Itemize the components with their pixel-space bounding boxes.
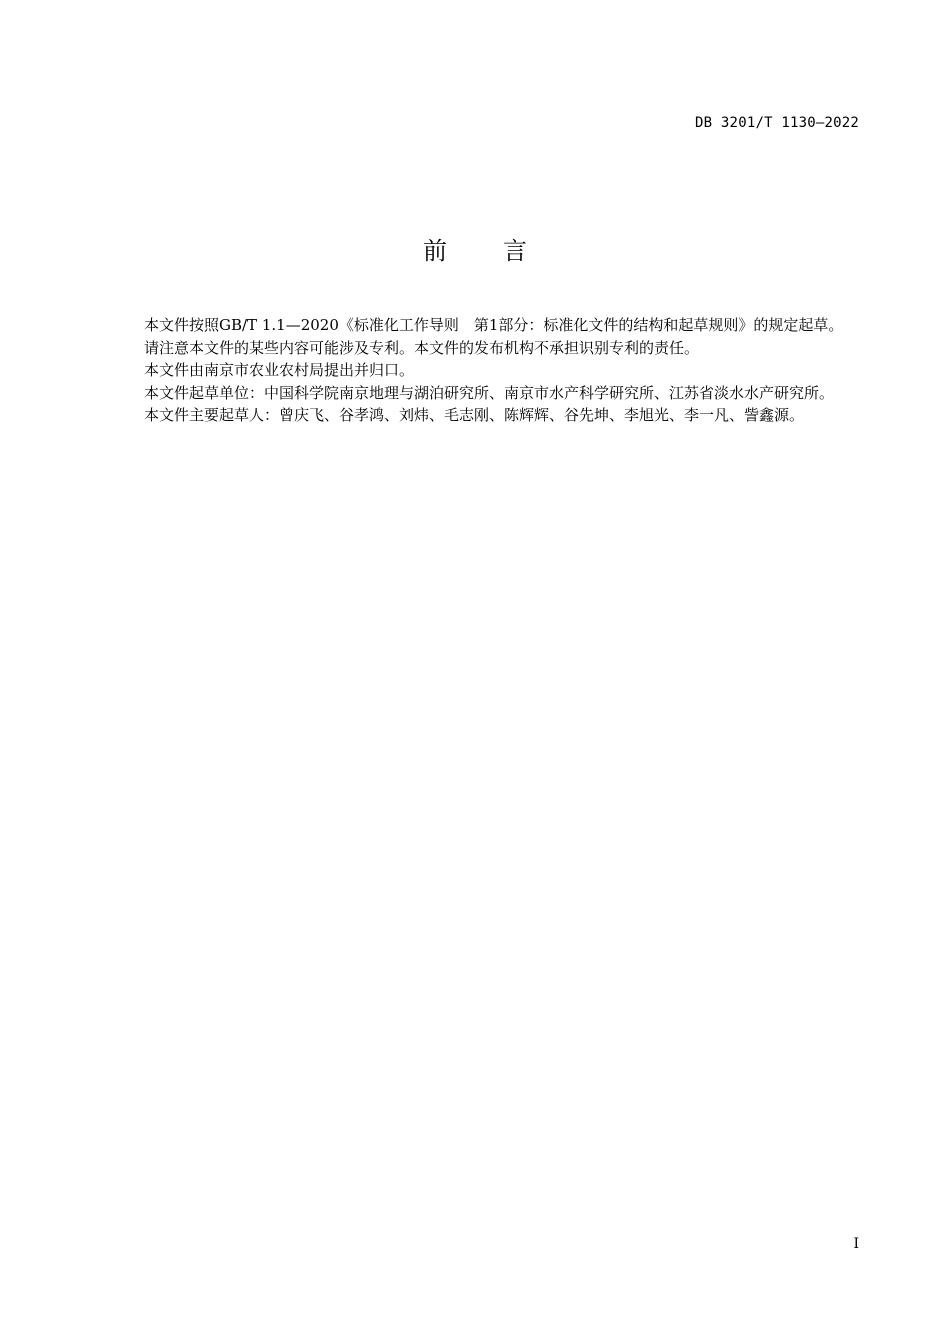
page-title (0, 234, 950, 268)
paragraph-proposer: 本文件由南京市农业农村局提出并归口。 (144, 361, 415, 379)
paragraph-patent-notice: 请注意本文件的某些内容可能涉及专利。本文件的发布机构不承担识别专利的责任。 (144, 338, 700, 357)
page-title-char-2: 言 (503, 237, 527, 265)
paragraph-main-drafters: 本文件主要起草人：曾庆飞、谷孝鸿、刘炜、毛志刚、陈辉辉、谷先坤、李旭光、李一凡、訾鑫源。 (144, 406, 805, 424)
page-title-char-1: 前 (423, 237, 447, 265)
paragraph-drafting-units: 本文件起草单位：中国科学院南京地理与湖泊研究所、南京市水产科学研究所、江苏省淡水水产研究所。 (144, 383, 835, 402)
page-number: I (853, 1236, 859, 1252)
paragraph-drafting-rules: 本文件按照GB/T 1.1—2020《标准化工作导则 第1部分：标准化文件的结构和起草规则》的规定起草。 (144, 316, 844, 334)
document-code: DB 3201/T 1130—2022 (695, 115, 859, 131)
foreword-body (114, 314, 860, 427)
